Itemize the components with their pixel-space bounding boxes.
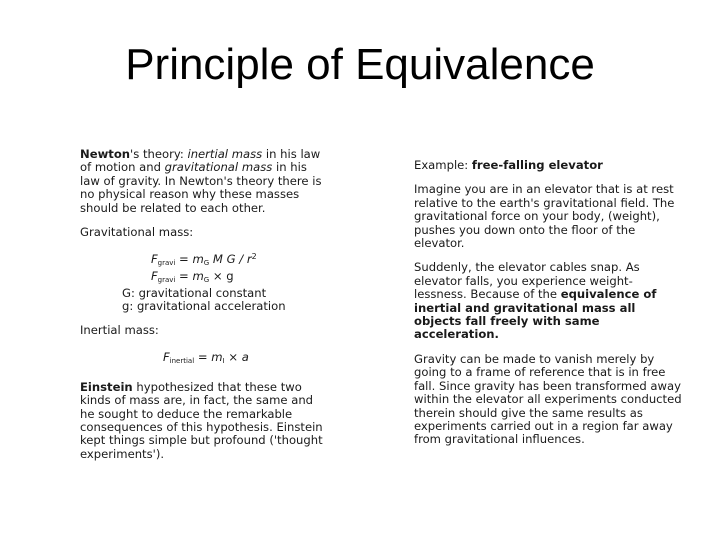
eq1-rhs: = m: [175, 252, 204, 267]
eq3-mid: × a: [224, 349, 249, 364]
example-prefix: Example:: [414, 158, 472, 172]
eq1-rhs-sub: G: [203, 259, 210, 268]
einstein-name: Einstein: [80, 379, 133, 394]
gravitational-mass-heading: Gravitational mass:: [80, 225, 194, 240]
p2-equivalence: equivalence of inertial and gravitational mass: [414, 287, 657, 315]
eq1-sup: 2: [251, 252, 257, 262]
p2-text: Suddenly, the elevator cables snap. As elevator falls, you experience weight-lessness. Because of the: [414, 260, 640, 302]
constant-g-key: g: [122, 299, 130, 314]
elevator-paragraph-1: Imagine you are in an elevator that is at rest relative to the earth's gravitational field. The gravitational force on your body, (weight), pushes you down onto the floor of the elevator.: [414, 182, 675, 251]
constant-G-key: G: [122, 286, 131, 301]
equation-inertial: [80, 351, 330, 368]
eq2-mid: × g: [209, 269, 234, 284]
inertial-mass-heading: Inertial mass:: [80, 323, 159, 338]
newton-text-2: in his law of motion and: [80, 147, 321, 175]
example-title: free-falling elevator: [471, 158, 603, 172]
einstein-paragraph: [80, 381, 330, 461]
newton-inertial-mass: inertial mass: [187, 147, 263, 161]
equation-gravity-1: [80, 250, 330, 270]
elevator-paragraph-3: Gravity can be made to vanish merely by going to a frame of reference that is in free fall. Since gravity has been transformed away within the elevator all experiments conducted therein should give the same results as experiments carried out in a region far away from gravitational influences.: [414, 351, 682, 447]
eq2-rhs-sub: G: [203, 276, 210, 285]
eq3-rhs: = m: [194, 349, 223, 364]
newton-text-3: in his law of gravity. In Newton's theory there is no physical reason why these masses should be related to each other.: [80, 160, 322, 215]
elevator-paragraph-2: [414, 261, 684, 341]
eq2-lhs-sub: gravi: [157, 276, 176, 285]
eq2-rhs: = m: [175, 269, 204, 284]
p2-tail: all objects fall freely with same acceleration.: [414, 300, 636, 342]
eq1-lhs: F: [151, 252, 158, 267]
right-column: [414, 159, 684, 447]
newton-paragraph: [80, 148, 330, 215]
eq3-lhs: F: [163, 349, 170, 364]
slide-title: Principle of Equivalence: [125, 40, 595, 89]
constant-G-text: : gravitational constant: [130, 286, 267, 301]
constant-g-text: : gravitational acceleration: [129, 299, 286, 314]
newton-gravitational-mass: gravitational mass: [164, 160, 273, 175]
eq1-lhs-sub: gravi: [157, 259, 176, 268]
eq1-mid: M G / r: [209, 252, 252, 267]
newton-text-1: 's theory:: [130, 147, 188, 161]
equation-gravity-2: [80, 270, 330, 287]
constant-g: [80, 300, 330, 313]
eq2-lhs: F: [151, 269, 158, 284]
eq3-rhs-sub: I: [222, 356, 225, 365]
einstein-text: hypothesized that these two kinds of mass are, in fact, the same and he sought to deduce the remarkable consequences of this hypothesis. Einstein kept things simple but profound ('thought experiments').: [80, 379, 323, 461]
left-column: [80, 148, 330, 461]
newton-name: Newton: [80, 147, 131, 161]
eq3-lhs-sub: inertial: [169, 356, 195, 365]
example-heading: [414, 159, 684, 172]
